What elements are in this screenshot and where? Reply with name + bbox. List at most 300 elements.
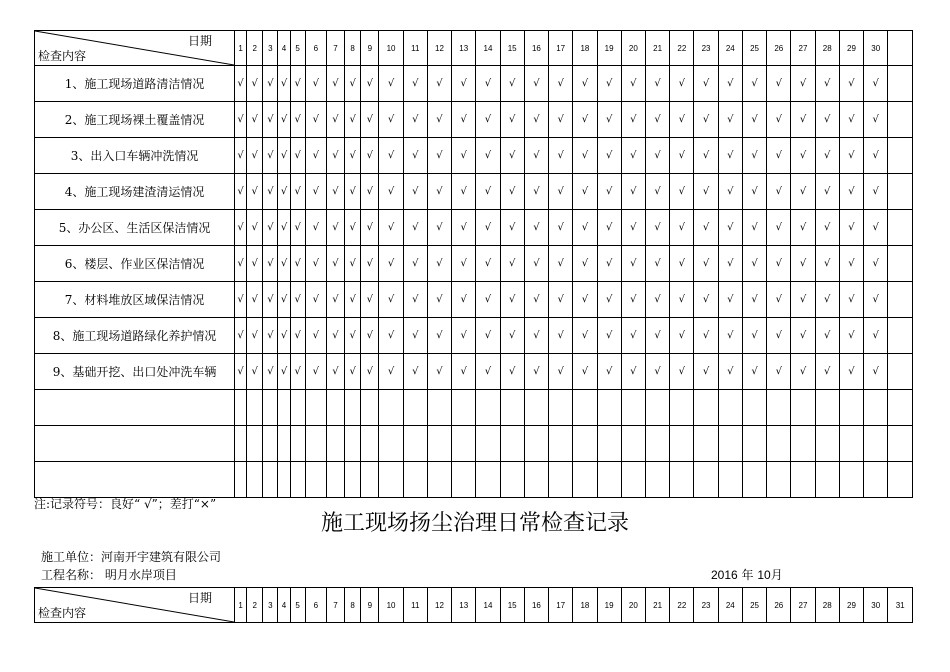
check-cell[interactable]: √ (427, 246, 451, 282)
check-cell[interactable] (361, 390, 379, 426)
check-cell[interactable]: √ (791, 102, 815, 138)
check-cell[interactable]: √ (263, 138, 278, 174)
check-cell[interactable]: √ (645, 282, 669, 318)
check-cell[interactable]: √ (247, 282, 263, 318)
check-cell[interactable]: √ (263, 174, 278, 210)
check-cell[interactable] (597, 426, 621, 462)
check-cell[interactable]: √ (427, 102, 451, 138)
check-cell[interactable]: √ (718, 66, 742, 102)
check-cell[interactable]: √ (361, 246, 379, 282)
check-cell[interactable]: √ (767, 282, 791, 318)
check-cell[interactable]: √ (290, 318, 305, 354)
check-cell[interactable]: √ (278, 318, 290, 354)
check-cell[interactable]: √ (290, 210, 305, 246)
check-cell[interactable]: √ (839, 210, 863, 246)
check-cell[interactable]: √ (379, 174, 403, 210)
check-cell[interactable] (379, 390, 403, 426)
check-cell[interactable]: √ (379, 354, 403, 390)
check-cell[interactable]: √ (791, 210, 815, 246)
check-cell[interactable]: √ (263, 210, 278, 246)
check-cell[interactable] (815, 426, 839, 462)
check-cell[interactable]: √ (815, 246, 839, 282)
check-cell[interactable]: √ (549, 174, 573, 210)
check-cell[interactable]: √ (718, 318, 742, 354)
check-cell[interactable]: √ (278, 138, 290, 174)
check-cell[interactable]: √ (361, 318, 379, 354)
check-cell[interactable]: √ (524, 138, 548, 174)
check-cell[interactable] (379, 462, 403, 498)
check-cell[interactable] (888, 66, 913, 102)
check-cell[interactable]: √ (452, 102, 476, 138)
check-cell[interactable]: √ (524, 282, 548, 318)
check-cell[interactable]: √ (305, 66, 326, 102)
check-cell[interactable]: √ (742, 174, 766, 210)
check-cell[interactable]: √ (361, 138, 379, 174)
check-cell[interactable] (767, 462, 791, 498)
check-cell[interactable]: √ (361, 174, 379, 210)
check-cell[interactable] (278, 426, 290, 462)
check-cell[interactable] (839, 426, 863, 462)
check-cell[interactable] (549, 462, 573, 498)
check-cell[interactable]: √ (326, 354, 344, 390)
check-cell[interactable] (888, 390, 913, 426)
check-cell[interactable]: √ (694, 318, 718, 354)
check-cell[interactable]: √ (839, 282, 863, 318)
check-cell[interactable]: √ (694, 282, 718, 318)
check-cell[interactable]: √ (326, 318, 344, 354)
check-cell[interactable]: √ (452, 174, 476, 210)
check-cell[interactable]: √ (645, 138, 669, 174)
check-cell[interactable] (290, 390, 305, 426)
check-cell[interactable] (888, 426, 913, 462)
check-cell[interactable]: √ (694, 66, 718, 102)
check-cell[interactable] (888, 174, 913, 210)
check-cell[interactable]: √ (694, 174, 718, 210)
check-cell[interactable]: √ (597, 102, 621, 138)
check-cell[interactable] (742, 462, 766, 498)
check-cell[interactable]: √ (645, 318, 669, 354)
check-cell[interactable]: √ (235, 174, 247, 210)
check-cell[interactable]: √ (742, 246, 766, 282)
check-cell[interactable]: √ (305, 138, 326, 174)
check-cell[interactable] (888, 102, 913, 138)
check-cell[interactable]: √ (345, 210, 361, 246)
check-cell[interactable]: √ (452, 138, 476, 174)
check-cell[interactable] (278, 390, 290, 426)
check-cell[interactable]: √ (621, 102, 645, 138)
check-cell[interactable]: √ (500, 210, 524, 246)
check-cell[interactable]: √ (621, 318, 645, 354)
check-cell[interactable] (767, 390, 791, 426)
check-cell[interactable]: √ (235, 354, 247, 390)
check-cell[interactable] (305, 390, 326, 426)
check-cell[interactable] (235, 426, 247, 462)
check-cell[interactable] (791, 426, 815, 462)
check-cell[interactable]: √ (864, 138, 888, 174)
check-cell[interactable]: √ (235, 138, 247, 174)
check-cell[interactable] (500, 426, 524, 462)
check-cell[interactable]: √ (549, 246, 573, 282)
check-cell[interactable]: √ (670, 66, 694, 102)
check-cell[interactable]: √ (524, 318, 548, 354)
check-cell[interactable] (427, 462, 451, 498)
check-cell[interactable]: √ (791, 174, 815, 210)
check-cell[interactable]: √ (500, 318, 524, 354)
check-cell[interactable]: √ (345, 354, 361, 390)
check-cell[interactable]: √ (403, 210, 427, 246)
check-cell[interactable]: √ (345, 66, 361, 102)
check-cell[interactable]: √ (839, 66, 863, 102)
check-cell[interactable]: √ (235, 318, 247, 354)
check-cell[interactable] (597, 462, 621, 498)
check-cell[interactable]: √ (403, 282, 427, 318)
check-cell[interactable] (476, 390, 500, 426)
check-cell[interactable] (621, 426, 645, 462)
check-cell[interactable] (476, 426, 500, 462)
check-cell[interactable]: √ (305, 318, 326, 354)
check-cell[interactable]: √ (524, 210, 548, 246)
check-cell[interactable]: √ (670, 318, 694, 354)
check-cell[interactable]: √ (767, 174, 791, 210)
check-cell[interactable]: √ (815, 282, 839, 318)
check-cell[interactable]: √ (839, 138, 863, 174)
check-cell[interactable] (718, 390, 742, 426)
check-cell[interactable] (645, 426, 669, 462)
check-cell[interactable]: √ (742, 210, 766, 246)
check-cell[interactable]: √ (379, 102, 403, 138)
check-cell[interactable]: √ (427, 174, 451, 210)
check-cell[interactable]: √ (235, 66, 247, 102)
check-cell[interactable] (888, 246, 913, 282)
check-cell[interactable]: √ (670, 210, 694, 246)
check-cell[interactable] (888, 282, 913, 318)
check-cell[interactable] (694, 426, 718, 462)
check-cell[interactable] (524, 462, 548, 498)
check-cell[interactable]: √ (247, 246, 263, 282)
check-cell[interactable]: √ (767, 138, 791, 174)
check-cell[interactable] (742, 426, 766, 462)
check-cell[interactable]: √ (864, 246, 888, 282)
check-cell[interactable]: √ (621, 282, 645, 318)
check-cell[interactable]: √ (573, 138, 597, 174)
check-cell[interactable]: √ (718, 354, 742, 390)
check-cell[interactable]: √ (767, 246, 791, 282)
check-cell[interactable]: √ (670, 246, 694, 282)
check-cell[interactable]: √ (670, 282, 694, 318)
check-cell[interactable]: √ (815, 210, 839, 246)
check-cell[interactable] (888, 318, 913, 354)
check-cell[interactable]: √ (864, 282, 888, 318)
check-cell[interactable]: √ (864, 354, 888, 390)
check-cell[interactable] (645, 390, 669, 426)
check-cell[interactable]: √ (549, 318, 573, 354)
check-cell[interactable] (670, 462, 694, 498)
check-cell[interactable]: √ (742, 318, 766, 354)
check-cell[interactable]: √ (549, 66, 573, 102)
check-cell[interactable]: √ (247, 174, 263, 210)
check-cell[interactable]: √ (645, 246, 669, 282)
check-cell[interactable]: √ (247, 102, 263, 138)
check-cell[interactable]: √ (326, 282, 344, 318)
check-cell[interactable]: √ (645, 354, 669, 390)
check-cell[interactable]: √ (645, 102, 669, 138)
check-cell[interactable]: √ (290, 174, 305, 210)
check-cell[interactable] (549, 390, 573, 426)
check-cell[interactable]: √ (305, 354, 326, 390)
check-cell[interactable] (278, 462, 290, 498)
check-cell[interactable] (345, 426, 361, 462)
check-cell[interactable]: √ (573, 102, 597, 138)
check-cell[interactable]: √ (621, 66, 645, 102)
check-cell[interactable]: √ (670, 174, 694, 210)
check-cell[interactable] (742, 390, 766, 426)
check-cell[interactable] (452, 462, 476, 498)
check-cell[interactable]: √ (247, 66, 263, 102)
check-cell[interactable]: √ (263, 246, 278, 282)
check-cell[interactable]: √ (247, 354, 263, 390)
check-cell[interactable]: √ (718, 210, 742, 246)
check-cell[interactable]: √ (427, 318, 451, 354)
check-cell[interactable]: √ (597, 138, 621, 174)
check-cell[interactable] (815, 462, 839, 498)
check-cell[interactable] (573, 426, 597, 462)
check-cell[interactable]: √ (621, 210, 645, 246)
check-cell[interactable] (694, 390, 718, 426)
check-cell[interactable]: √ (791, 246, 815, 282)
check-cell[interactable]: √ (839, 174, 863, 210)
check-cell[interactable]: √ (403, 318, 427, 354)
check-cell[interactable]: √ (621, 138, 645, 174)
check-cell[interactable]: √ (694, 246, 718, 282)
check-cell[interactable]: √ (694, 138, 718, 174)
check-cell[interactable] (670, 390, 694, 426)
check-cell[interactable]: √ (549, 102, 573, 138)
check-cell[interactable] (500, 462, 524, 498)
check-cell[interactable]: √ (345, 246, 361, 282)
check-cell[interactable]: √ (345, 282, 361, 318)
check-cell[interactable]: √ (815, 318, 839, 354)
check-cell[interactable]: √ (573, 66, 597, 102)
check-cell[interactable]: √ (290, 66, 305, 102)
check-cell[interactable]: √ (326, 138, 344, 174)
check-cell[interactable]: √ (476, 138, 500, 174)
check-cell[interactable]: √ (263, 354, 278, 390)
check-cell[interactable]: √ (247, 138, 263, 174)
check-cell[interactable]: √ (839, 102, 863, 138)
check-cell[interactable]: √ (549, 354, 573, 390)
check-cell[interactable]: √ (290, 138, 305, 174)
check-cell[interactable]: √ (476, 174, 500, 210)
check-cell[interactable]: √ (452, 354, 476, 390)
check-cell[interactable]: √ (718, 246, 742, 282)
check-cell[interactable]: √ (573, 318, 597, 354)
check-cell[interactable]: √ (694, 210, 718, 246)
check-cell[interactable] (290, 462, 305, 498)
check-cell[interactable]: √ (718, 282, 742, 318)
check-cell[interactable]: √ (305, 210, 326, 246)
check-cell[interactable]: √ (403, 138, 427, 174)
check-cell[interactable]: √ (500, 102, 524, 138)
check-cell[interactable] (263, 390, 278, 426)
check-cell[interactable] (427, 426, 451, 462)
check-cell[interactable]: √ (549, 282, 573, 318)
check-cell[interactable] (791, 462, 815, 498)
check-cell[interactable]: √ (573, 210, 597, 246)
check-cell[interactable]: √ (278, 102, 290, 138)
check-cell[interactable] (403, 390, 427, 426)
check-cell[interactable]: √ (476, 354, 500, 390)
check-cell[interactable]: √ (694, 354, 718, 390)
check-cell[interactable]: √ (326, 210, 344, 246)
check-cell[interactable]: √ (263, 66, 278, 102)
check-cell[interactable]: √ (403, 174, 427, 210)
check-cell[interactable]: √ (379, 210, 403, 246)
check-cell[interactable]: √ (791, 66, 815, 102)
check-cell[interactable]: √ (379, 246, 403, 282)
check-cell[interactable]: √ (645, 174, 669, 210)
check-cell[interactable] (452, 390, 476, 426)
check-cell[interactable] (379, 426, 403, 462)
check-cell[interactable] (815, 390, 839, 426)
check-cell[interactable]: √ (815, 102, 839, 138)
check-cell[interactable]: √ (864, 318, 888, 354)
check-cell[interactable]: √ (476, 246, 500, 282)
check-cell[interactable]: √ (278, 246, 290, 282)
check-cell[interactable]: √ (452, 246, 476, 282)
check-cell[interactable]: √ (361, 102, 379, 138)
check-cell[interactable]: √ (597, 66, 621, 102)
check-cell[interactable]: √ (278, 66, 290, 102)
check-cell[interactable] (476, 462, 500, 498)
check-cell[interactable]: √ (524, 354, 548, 390)
check-cell[interactable]: √ (524, 102, 548, 138)
check-cell[interactable]: √ (645, 210, 669, 246)
check-cell[interactable]: √ (791, 318, 815, 354)
check-cell[interactable]: √ (864, 102, 888, 138)
check-cell[interactable]: √ (500, 282, 524, 318)
check-cell[interactable]: √ (361, 210, 379, 246)
check-cell[interactable]: √ (597, 174, 621, 210)
check-cell[interactable]: √ (235, 246, 247, 282)
check-cell[interactable] (839, 390, 863, 426)
check-cell[interactable]: √ (864, 66, 888, 102)
check-cell[interactable]: √ (597, 210, 621, 246)
check-cell[interactable]: √ (573, 174, 597, 210)
check-cell[interactable]: √ (815, 138, 839, 174)
check-cell[interactable] (427, 390, 451, 426)
check-cell[interactable]: √ (379, 66, 403, 102)
check-cell[interactable] (290, 426, 305, 462)
check-cell[interactable]: √ (839, 246, 863, 282)
check-cell[interactable] (888, 210, 913, 246)
check-cell[interactable]: √ (573, 354, 597, 390)
check-cell[interactable]: √ (361, 354, 379, 390)
check-cell[interactable]: √ (278, 354, 290, 390)
check-cell[interactable]: √ (742, 102, 766, 138)
check-cell[interactable]: √ (345, 318, 361, 354)
check-cell[interactable]: √ (524, 174, 548, 210)
check-cell[interactable] (500, 390, 524, 426)
check-cell[interactable] (718, 462, 742, 498)
check-cell[interactable]: √ (621, 174, 645, 210)
check-cell[interactable] (263, 462, 278, 498)
check-cell[interactable]: √ (278, 210, 290, 246)
check-cell[interactable]: √ (452, 282, 476, 318)
check-cell[interactable]: √ (573, 246, 597, 282)
check-cell[interactable]: √ (403, 102, 427, 138)
check-cell[interactable]: √ (345, 138, 361, 174)
check-cell[interactable]: √ (452, 66, 476, 102)
check-cell[interactable]: √ (305, 282, 326, 318)
check-cell[interactable]: √ (305, 246, 326, 282)
check-cell[interactable]: √ (839, 354, 863, 390)
check-cell[interactable]: √ (235, 210, 247, 246)
check-cell[interactable] (345, 462, 361, 498)
check-cell[interactable] (888, 138, 913, 174)
check-cell[interactable]: √ (767, 210, 791, 246)
check-cell[interactable] (694, 462, 718, 498)
check-cell[interactable]: √ (379, 318, 403, 354)
check-cell[interactable]: √ (290, 354, 305, 390)
check-cell[interactable] (621, 390, 645, 426)
check-cell[interactable]: √ (767, 66, 791, 102)
check-cell[interactable]: √ (476, 282, 500, 318)
check-cell[interactable] (247, 390, 263, 426)
check-cell[interactable]: √ (345, 102, 361, 138)
check-cell[interactable] (263, 426, 278, 462)
check-cell[interactable]: √ (864, 174, 888, 210)
check-cell[interactable]: √ (278, 174, 290, 210)
check-cell[interactable]: √ (427, 66, 451, 102)
check-cell[interactable]: √ (427, 354, 451, 390)
check-cell[interactable]: √ (670, 102, 694, 138)
check-cell[interactable] (305, 426, 326, 462)
check-cell[interactable]: √ (235, 102, 247, 138)
check-cell[interactable]: √ (247, 210, 263, 246)
check-cell[interactable]: √ (500, 66, 524, 102)
check-cell[interactable]: √ (670, 138, 694, 174)
check-cell[interactable] (345, 390, 361, 426)
check-cell[interactable]: √ (278, 282, 290, 318)
check-cell[interactable] (621, 462, 645, 498)
check-cell[interactable]: √ (524, 246, 548, 282)
check-cell[interactable] (864, 390, 888, 426)
check-cell[interactable]: √ (326, 246, 344, 282)
check-cell[interactable] (718, 426, 742, 462)
check-cell[interactable] (305, 462, 326, 498)
check-cell[interactable]: √ (476, 318, 500, 354)
check-cell[interactable] (403, 426, 427, 462)
check-cell[interactable]: √ (427, 210, 451, 246)
check-cell[interactable]: √ (718, 138, 742, 174)
check-cell[interactable]: √ (305, 102, 326, 138)
check-cell[interactable]: √ (742, 138, 766, 174)
check-cell[interactable]: √ (549, 138, 573, 174)
check-cell[interactable] (573, 462, 597, 498)
check-cell[interactable] (888, 354, 913, 390)
check-cell[interactable]: √ (476, 66, 500, 102)
check-cell[interactable]: √ (305, 174, 326, 210)
check-cell[interactable]: √ (452, 318, 476, 354)
check-cell[interactable]: √ (427, 138, 451, 174)
check-cell[interactable]: √ (864, 210, 888, 246)
check-cell[interactable]: √ (791, 282, 815, 318)
check-cell[interactable]: √ (403, 354, 427, 390)
check-cell[interactable]: √ (815, 354, 839, 390)
check-cell[interactable] (839, 462, 863, 498)
check-cell[interactable] (767, 426, 791, 462)
check-cell[interactable] (670, 426, 694, 462)
